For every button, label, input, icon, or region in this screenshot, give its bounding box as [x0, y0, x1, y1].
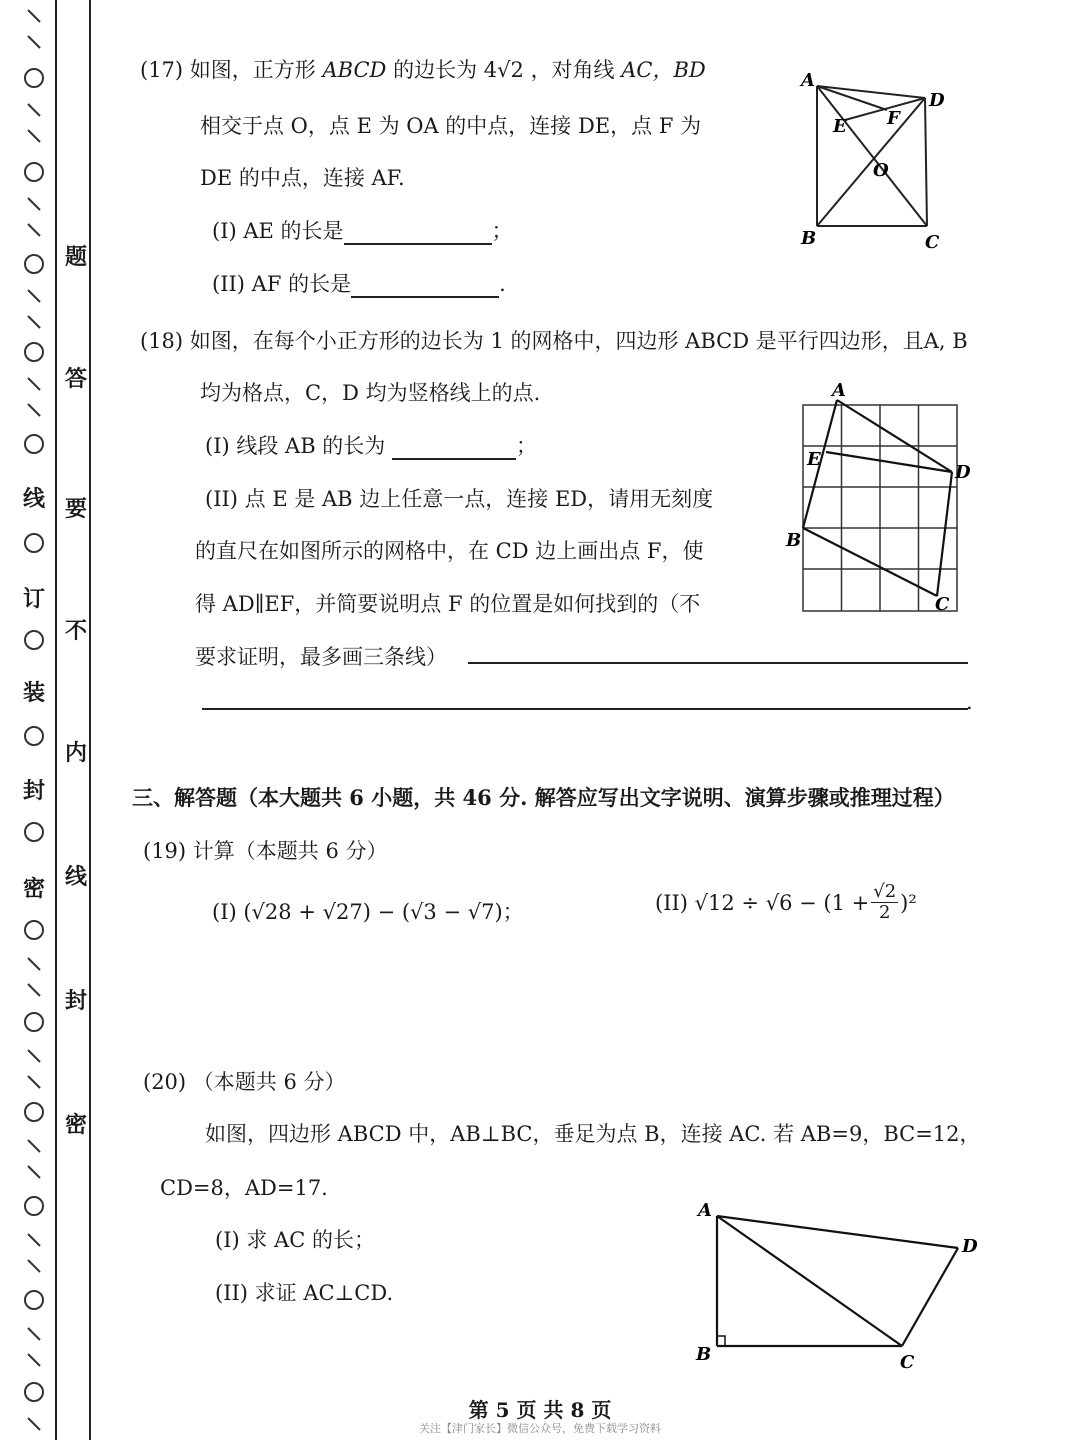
- q17-part2-end: .: [499, 272, 506, 296]
- q18-segment-ed: [826, 452, 952, 472]
- q17-label-e: E: [833, 116, 847, 137]
- q20-label-c: C: [900, 1352, 915, 1373]
- q18-side-ad: [837, 400, 952, 472]
- marks-bottom: [25, 921, 43, 1430]
- notice-char-xian2: 线: [64, 864, 87, 890]
- q17-label-a: A: [801, 70, 815, 91]
- q20-part1: (I) 求 AC 的长；: [215, 1228, 375, 1252]
- q18-line2: 均为格点，C，D 均为竖格线上的点.: [200, 381, 541, 405]
- q17-label-d: D: [929, 90, 945, 111]
- q18-side-cb: [803, 528, 937, 596]
- q17-label-b: B: [801, 228, 817, 249]
- notice-char-da: 答: [64, 366, 87, 392]
- q19-frac-num: √2: [873, 881, 897, 902]
- margin-line-inner: [89, 0, 91, 1440]
- q17-side-length: 4√2: [483, 58, 524, 82]
- notice-char-nei: 内: [64, 740, 87, 766]
- notice-char-ti: 题: [64, 244, 87, 270]
- notice-char-mi2: 密: [64, 1112, 87, 1138]
- q18-label-a: A: [832, 380, 846, 401]
- q19-frac-den: 2: [878, 902, 891, 923]
- q18-part1-text: (I) 线段 AB 的长为: [205, 434, 386, 458]
- q20-side-dc: [902, 1248, 958, 1346]
- q17-label-o: O: [873, 160, 889, 181]
- notice-char-yao: 要: [64, 496, 87, 522]
- marks-top: [25, 10, 43, 453]
- q17-diagonals: AC，BD: [621, 58, 706, 82]
- q17-line2: 相交于点 O，点 E 为 OA 的中点，连接 DE，点 F 为: [200, 114, 702, 138]
- page-number: 第 5 页 共 8 页: [468, 1398, 612, 1422]
- q17-label-c: C: [925, 232, 940, 253]
- q17-text-a: (17) 如图，正方形: [140, 58, 316, 82]
- q17-answer-blank-1[interactable]: [344, 219, 492, 245]
- q17-line3: DE 的中点，连接 AF.: [200, 166, 405, 190]
- section-3-heading: 三、解答题（本大题共 6 小题，共 46 分. 解答应写出文字说明、演算步骤或推理过程）: [132, 785, 955, 810]
- seal-char-xian: 线: [22, 486, 45, 512]
- q20-right-angle-mark: [717, 1336, 725, 1346]
- q18-part2-line1: (II) 点 E 是 AB 边上任意一点，连接 ED，请用无刻度: [205, 487, 714, 511]
- q17-part2-text: (II) AF 的长是: [212, 272, 352, 296]
- q18-grid-figure: [780, 378, 980, 628]
- seal-line-marks: [0, 0, 55, 1440]
- q17-text-c: ，对角线: [530, 58, 615, 82]
- q18-label-c: C: [935, 594, 950, 615]
- q20-part2: (II) 求证 AC⊥CD.: [215, 1281, 394, 1305]
- q18-label-e: E: [807, 449, 821, 470]
- q20-line1: 如图，四边形 ABCD 中，AB⊥BC，垂足为点 B，连接 AC. 若 AB=9，BC=12，: [205, 1122, 981, 1146]
- q17-label-f: F: [887, 108, 900, 129]
- q18-label-b: B: [786, 530, 802, 551]
- q17-part2: [212, 268, 506, 298]
- q19-part1: (I) (√28 + √27) − (√3 − √7)；: [212, 900, 524, 924]
- q20-side-ad: [717, 1216, 958, 1248]
- q18-answer-line-2[interactable]: [202, 708, 968, 710]
- q19-part2-expr: (II) √12 ÷ √6 − (1 +: [655, 890, 870, 915]
- q18-part1: [205, 430, 537, 460]
- q19-title: (19) 计算（本题共 6 分）: [143, 839, 388, 863]
- binding-margin: [0, 0, 100, 1440]
- q17-part1: [212, 215, 513, 245]
- q18-answer-blank-1[interactable]: [392, 434, 516, 460]
- q18-answer-line-1[interactable]: [468, 662, 968, 664]
- q18-part1-end: ；: [516, 434, 537, 458]
- q17-part1-text: (I) AE 的长是: [212, 219, 344, 243]
- q20-diagonal-ac: [717, 1216, 902, 1346]
- q18-part2-line4: 要求证明，最多画三条线）: [195, 645, 447, 669]
- q20-quadrilateral-figure: [690, 1194, 990, 1374]
- watermark-note: 关注【津门家长】微信公众号，免费下载学习资料: [419, 1422, 661, 1435]
- margin-line-outer: [55, 0, 57, 1440]
- q17-edge-dc: [925, 98, 927, 226]
- q20-label-a: A: [698, 1200, 712, 1221]
- q17-answer-blank-2[interactable]: [351, 272, 499, 298]
- seal-char-zhuang: 装: [22, 680, 45, 706]
- q17-part1-end: ；: [491, 219, 513, 243]
- notice-char-bu: 不: [64, 618, 87, 644]
- q20-label-b: B: [696, 1344, 712, 1365]
- q19-part2: [655, 882, 917, 923]
- q17-text-b: 的边长为: [393, 58, 478, 82]
- q17-line1: [140, 54, 706, 84]
- q18-label-d: D: [955, 462, 971, 483]
- q18-line1: (18) 如图，在每个小正方形的边长为 1 的网格中，四边形 ABCD 是平行四边形，且A, B: [140, 329, 968, 353]
- seal-char-mi: 密: [22, 876, 45, 902]
- q20-label-d: D: [962, 1236, 978, 1257]
- q18-side-dc: [937, 472, 952, 596]
- seal-char-ding: 订: [22, 586, 45, 612]
- q18-part2-line2: 的直尺在如图所示的网格中，在 CD 边上画出点 F，使: [195, 539, 704, 563]
- q17-abcd: ABCD: [322, 58, 387, 82]
- q18-part2-line3: 得 AD∥EF，并简要说明点 F 的位置是如何找到的（不: [195, 592, 701, 616]
- seal-char-feng: 封: [22, 778, 45, 804]
- q19-part2-close: )²: [900, 890, 917, 915]
- q20-line2: CD=8，AD=17.: [160, 1176, 328, 1200]
- notice-char-feng2: 封: [64, 988, 87, 1014]
- q17-square-figure: [795, 68, 955, 258]
- q18-end: .: [966, 690, 973, 714]
- q19-fraction: [871, 882, 898, 923]
- q20-title: (20) （本题共 6 分）: [143, 1070, 346, 1094]
- q18-grid: [803, 405, 957, 611]
